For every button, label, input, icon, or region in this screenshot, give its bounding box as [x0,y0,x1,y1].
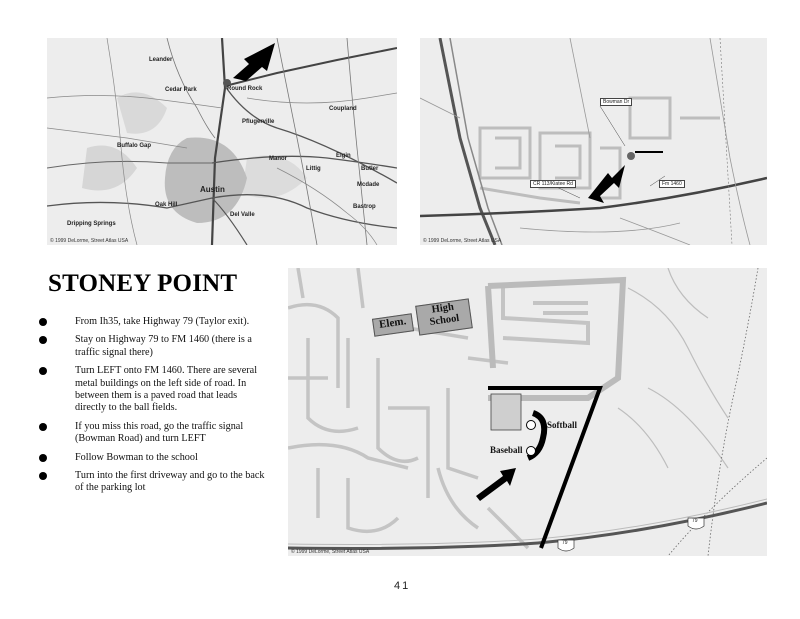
place-label: Littig [306,166,321,172]
place-label: Bastrop [353,204,376,210]
high-school-label-line2: School [428,312,460,328]
direction-text: Follow Bowman to the school [75,451,198,463]
pointer-arrow-icon [476,468,516,501]
bullet-icon [39,367,47,375]
place-label: Coupland [329,106,357,112]
place-label: Elgin [336,153,351,159]
area-map [420,38,767,245]
place-label: Cedar Park [165,87,197,93]
page-title: STONEY POINT [48,270,238,297]
road-label-fm1460: Fm 1460 [659,180,685,188]
place-label: Pflugerville [242,119,275,125]
high-school-label-line1: High [431,301,455,316]
softball-field-label: Softball [547,420,578,430]
place-label: Manor [269,156,287,162]
direction-text: If you miss this road, go the traffic signal (Bowman Road) and turn LEFT [75,420,244,445]
school-marker-icon [627,152,635,160]
regional-map [47,38,397,245]
site-map-roads [288,268,767,556]
bullet-icon [39,318,47,326]
direction-text: Turn into the first driveway and go to the back of the parking lot [75,470,265,494]
place-label: Butler [361,166,379,172]
direction-step [38,421,270,446]
direction-text: From Ih35, take Highway 79 (Taylor exit). [75,316,250,327]
place-label: Round Rock [227,86,263,92]
place-label: Oak Hill [155,202,178,208]
direction-step [38,316,270,328]
bullet-icon [39,336,47,344]
softball-diamond-icon [527,421,536,430]
regional-map-roads [47,38,397,245]
direction-step [38,452,270,464]
baseball-field-label: Baseball [490,445,523,455]
baseball-diamond-icon [527,447,536,456]
highway-shield-label: 79 [562,540,568,546]
direction-step [38,470,270,495]
place-label: Leander [149,57,173,63]
place-label: Dripping Springs [67,221,116,227]
place-label: Buffalo Gap [117,143,151,149]
bullet-icon [39,454,47,462]
map-copyright: © 1999 DeLorme, Street Atlas USA [423,238,502,244]
road-label-bowman: Bowman Dr [600,98,632,106]
site-map [288,268,767,556]
map-copyright: © 1999 DeLorme, Street Atlas USA [50,238,129,244]
bullet-icon [39,423,47,431]
road-label-cr113: CR 113/Kiatee Rd [530,180,576,188]
direction-text: Turn LEFT onto FM 1460. There are several metal buildings on the left side of road. In between them is a paved road that leads directly to the ball fields. [75,365,258,414]
bullet-icon [39,472,47,480]
page-number: 41 [394,580,411,592]
direction-text: Stay on Highway 79 to FM 1460 (there is a traffic signal there) [75,334,252,358]
place-label: Mcdade [357,182,380,188]
area-map-roads [420,38,767,245]
place-label-austin: Austin [200,185,225,194]
directions-list [38,316,270,501]
highway-shield-label: 79 [692,518,698,524]
elementary-school-label: Elem. [378,315,408,331]
map-copyright: © 1999 DeLorme, Street Atlas USA [291,549,370,555]
place-label: Del Valle [230,212,255,218]
direction-step [38,334,270,359]
direction-step [38,365,270,415]
